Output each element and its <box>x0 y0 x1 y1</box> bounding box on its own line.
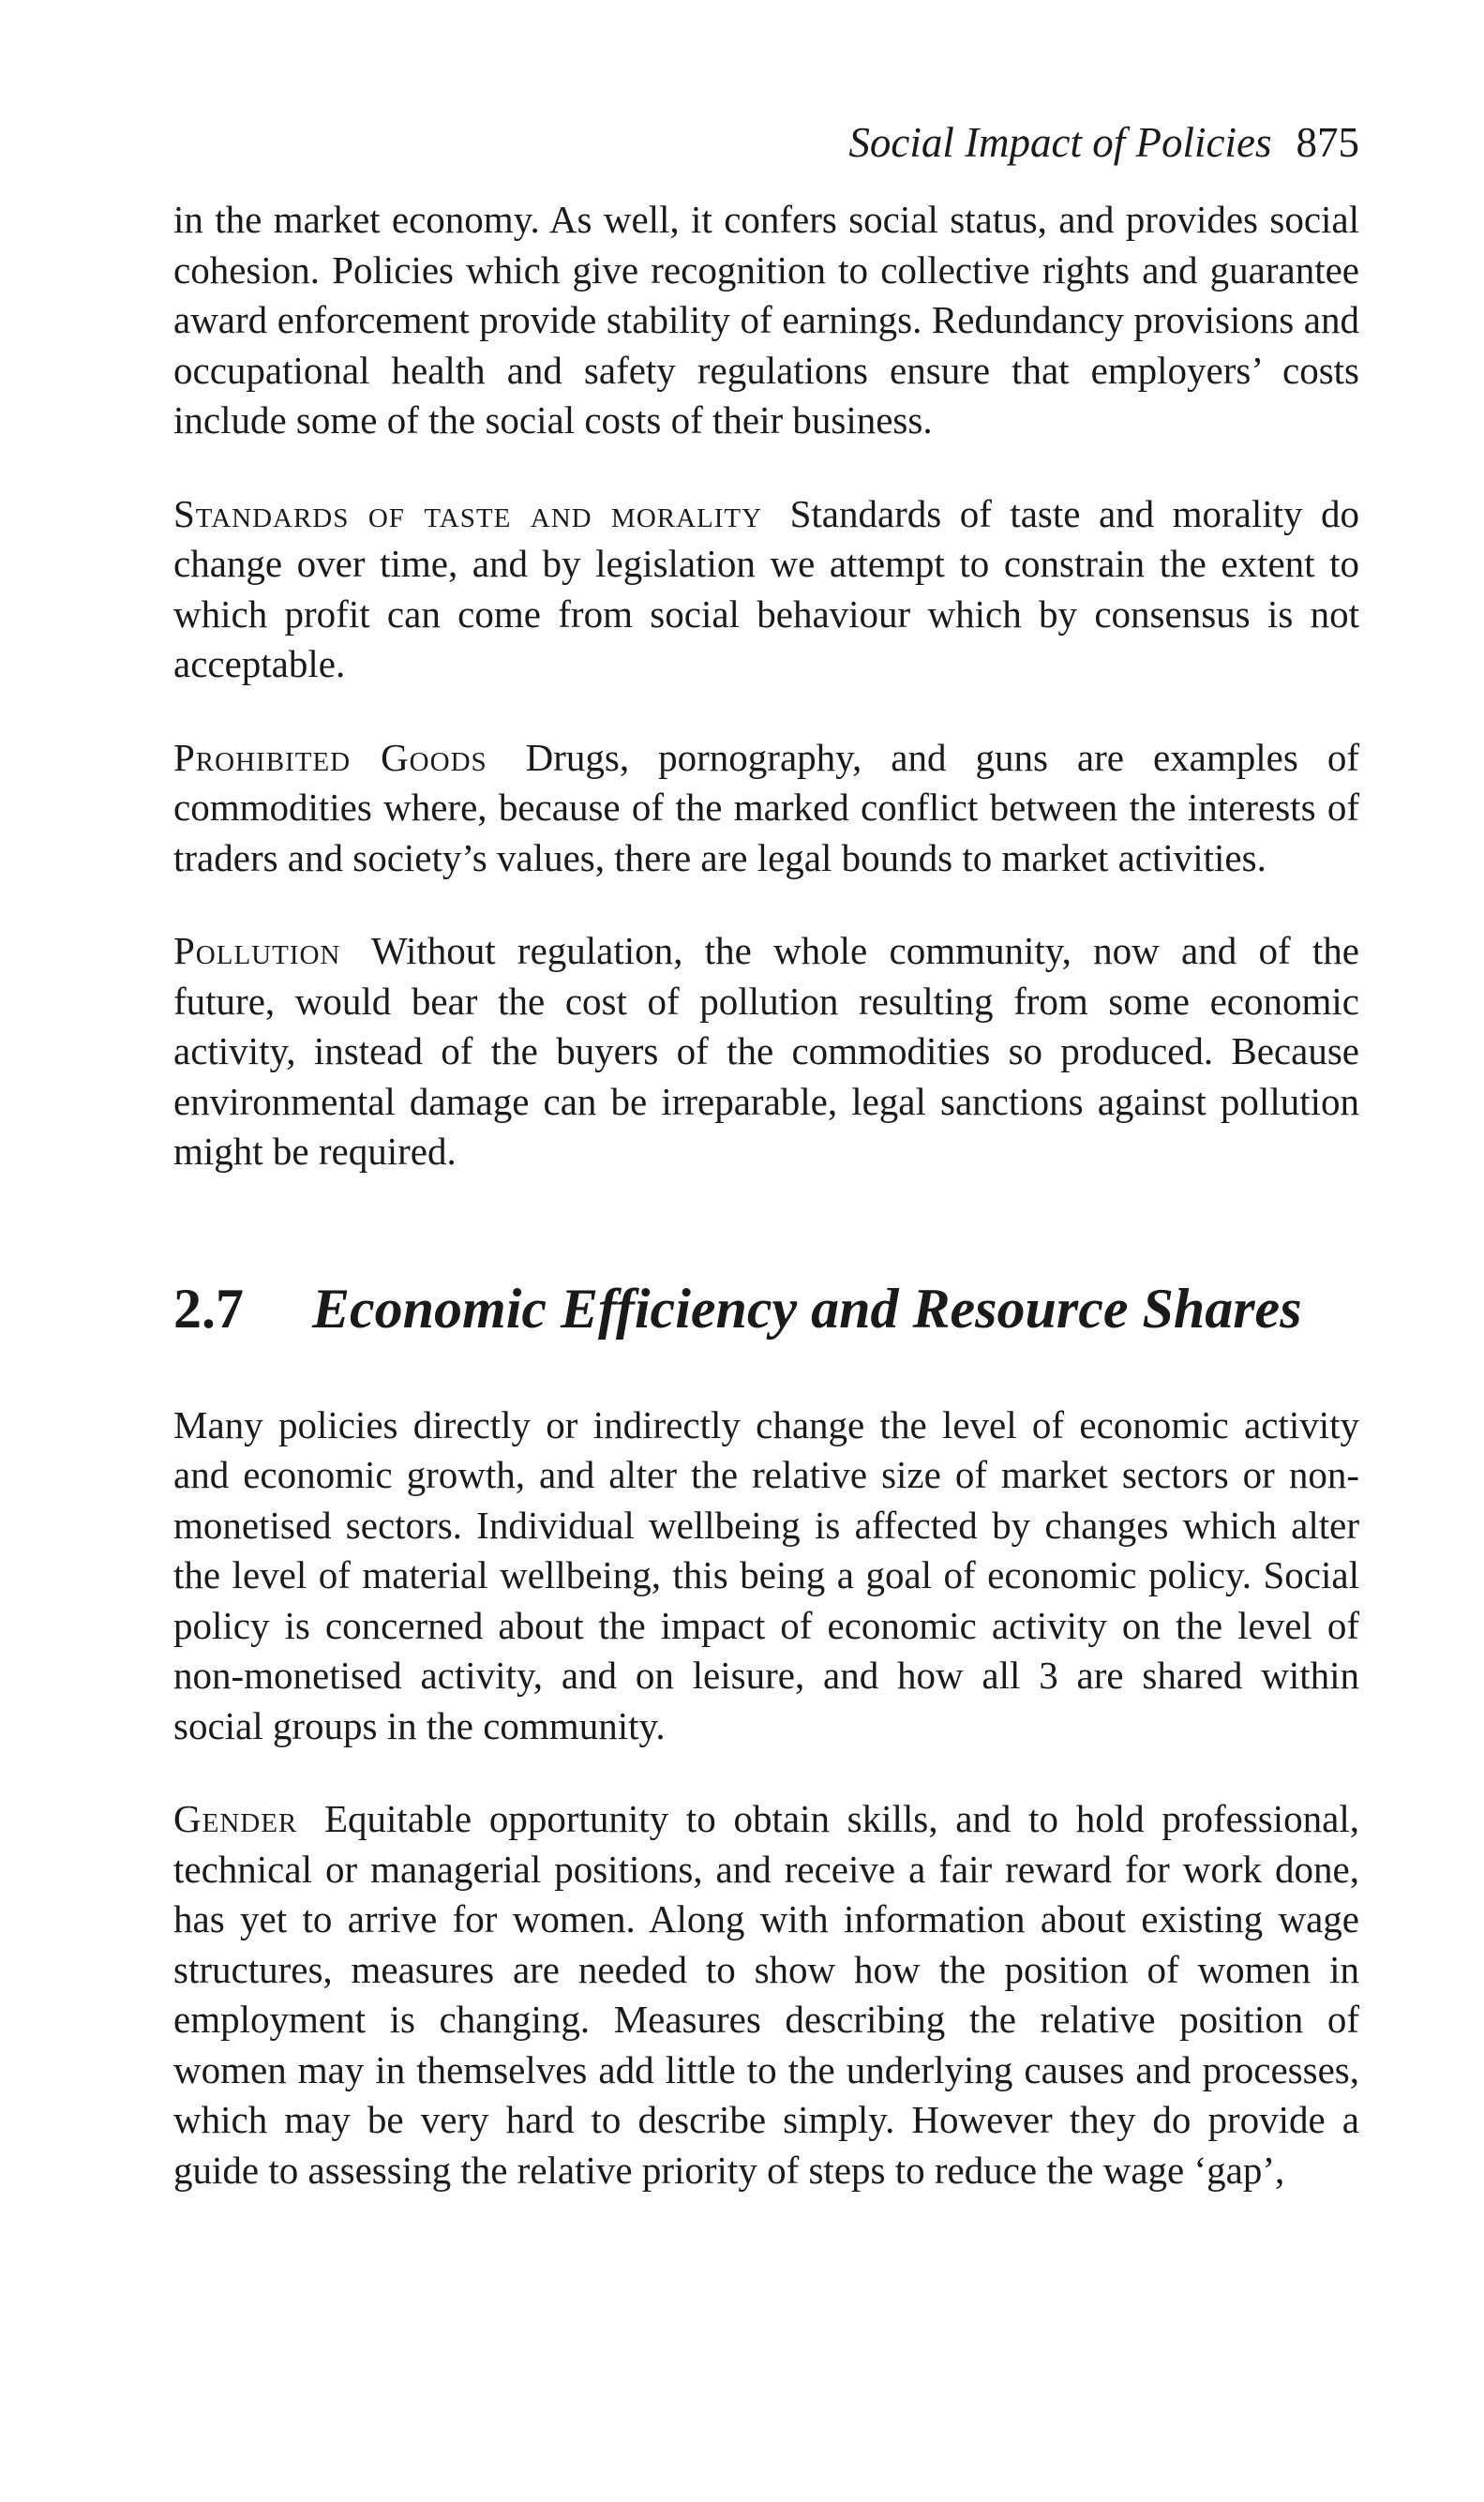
paragraph-text: Drugs, pornography, and guns are examples of commodities where, because of the marked conflict between the interests of traders and society’s values, there are legal bounds to market activities. <box>173 735 1359 879</box>
run-in-heading: Prohibited Goods <box>173 735 487 779</box>
paragraph-text: Equitable opportunity to obtain skills, and to hold professional, technical or managerial positions, and receive a fair reward for work done, has yet to arrive for women. Along with information about existing wage structures, measures are needed to show how the position of women in employment is changing. Measures describing the relative position of women may in themselves add little to the underlying causes and processes, which may be very hard to describe simply. However they do provide a guide to assessing the relative priority of steps to reduce the wage ‘gap’, <box>173 1797 1359 2192</box>
run-in-heading: Standards of taste and morality <box>173 491 763 535</box>
paragraph-section-intro <box>173 1401 1359 1752</box>
paragraph-gender <box>173 1794 1359 2195</box>
run-in-heading: Gender <box>173 1797 298 1840</box>
run-in-heading: Pollution <box>173 929 341 972</box>
page-number: 875 <box>1296 119 1359 166</box>
paragraph-pollution <box>173 926 1359 1177</box>
running-title: Social Impact of Policies <box>848 119 1272 166</box>
paragraph-text: in the market economy. As well, it confers social status, and provides social cohesion. Policies which give recognition to collective rights and guarantee award enforcement provide stability of earnings. Redundancy provisions and occupational health and safety regulations ensure that employers’ costs include some of the social costs of their business. <box>173 198 1359 442</box>
paragraph-standards-of-taste <box>173 489 1359 690</box>
section-body <box>173 1401 1359 2196</box>
paragraph-text: Without regulation, the whole community, now and of the future, would bear the cost of pollution resulting from some economic activity, instead of the buyers of the commodities so produced. Because environmental damage can be irreparable, legal sanctions against pollution might be required. <box>173 929 1360 1173</box>
book-page <box>173 119 1360 2239</box>
paragraph-prohibited-goods <box>173 733 1359 884</box>
paragraph-text: Many policies directly or indirectly change the level of economic activity and economic growth, and alter the relative size of market sectors or non-monetised sectors. Individual wellbeing is affected by changes which alter the level of material wellbeing, this being a goal of economic policy. Social policy is concerned about the impact of economic activity on the level of non-monetised activity, and on leisure, and how all 3 are shared within social groups in the community. <box>173 1402 1359 1747</box>
section-heading <box>173 1277 1359 1340</box>
section-number: 2.7 <box>173 1277 244 1340</box>
running-head <box>173 119 1359 178</box>
paragraph-continuation <box>173 195 1359 446</box>
section-title: Economic Efficiency and Resource Shares <box>312 1277 1302 1340</box>
paragraph-text: Standards of taste and morality do change over time, and by legislation we attempt to constrain the extent to which profit can come from social behaviour which by consensus is not acceptable. <box>173 491 1359 685</box>
